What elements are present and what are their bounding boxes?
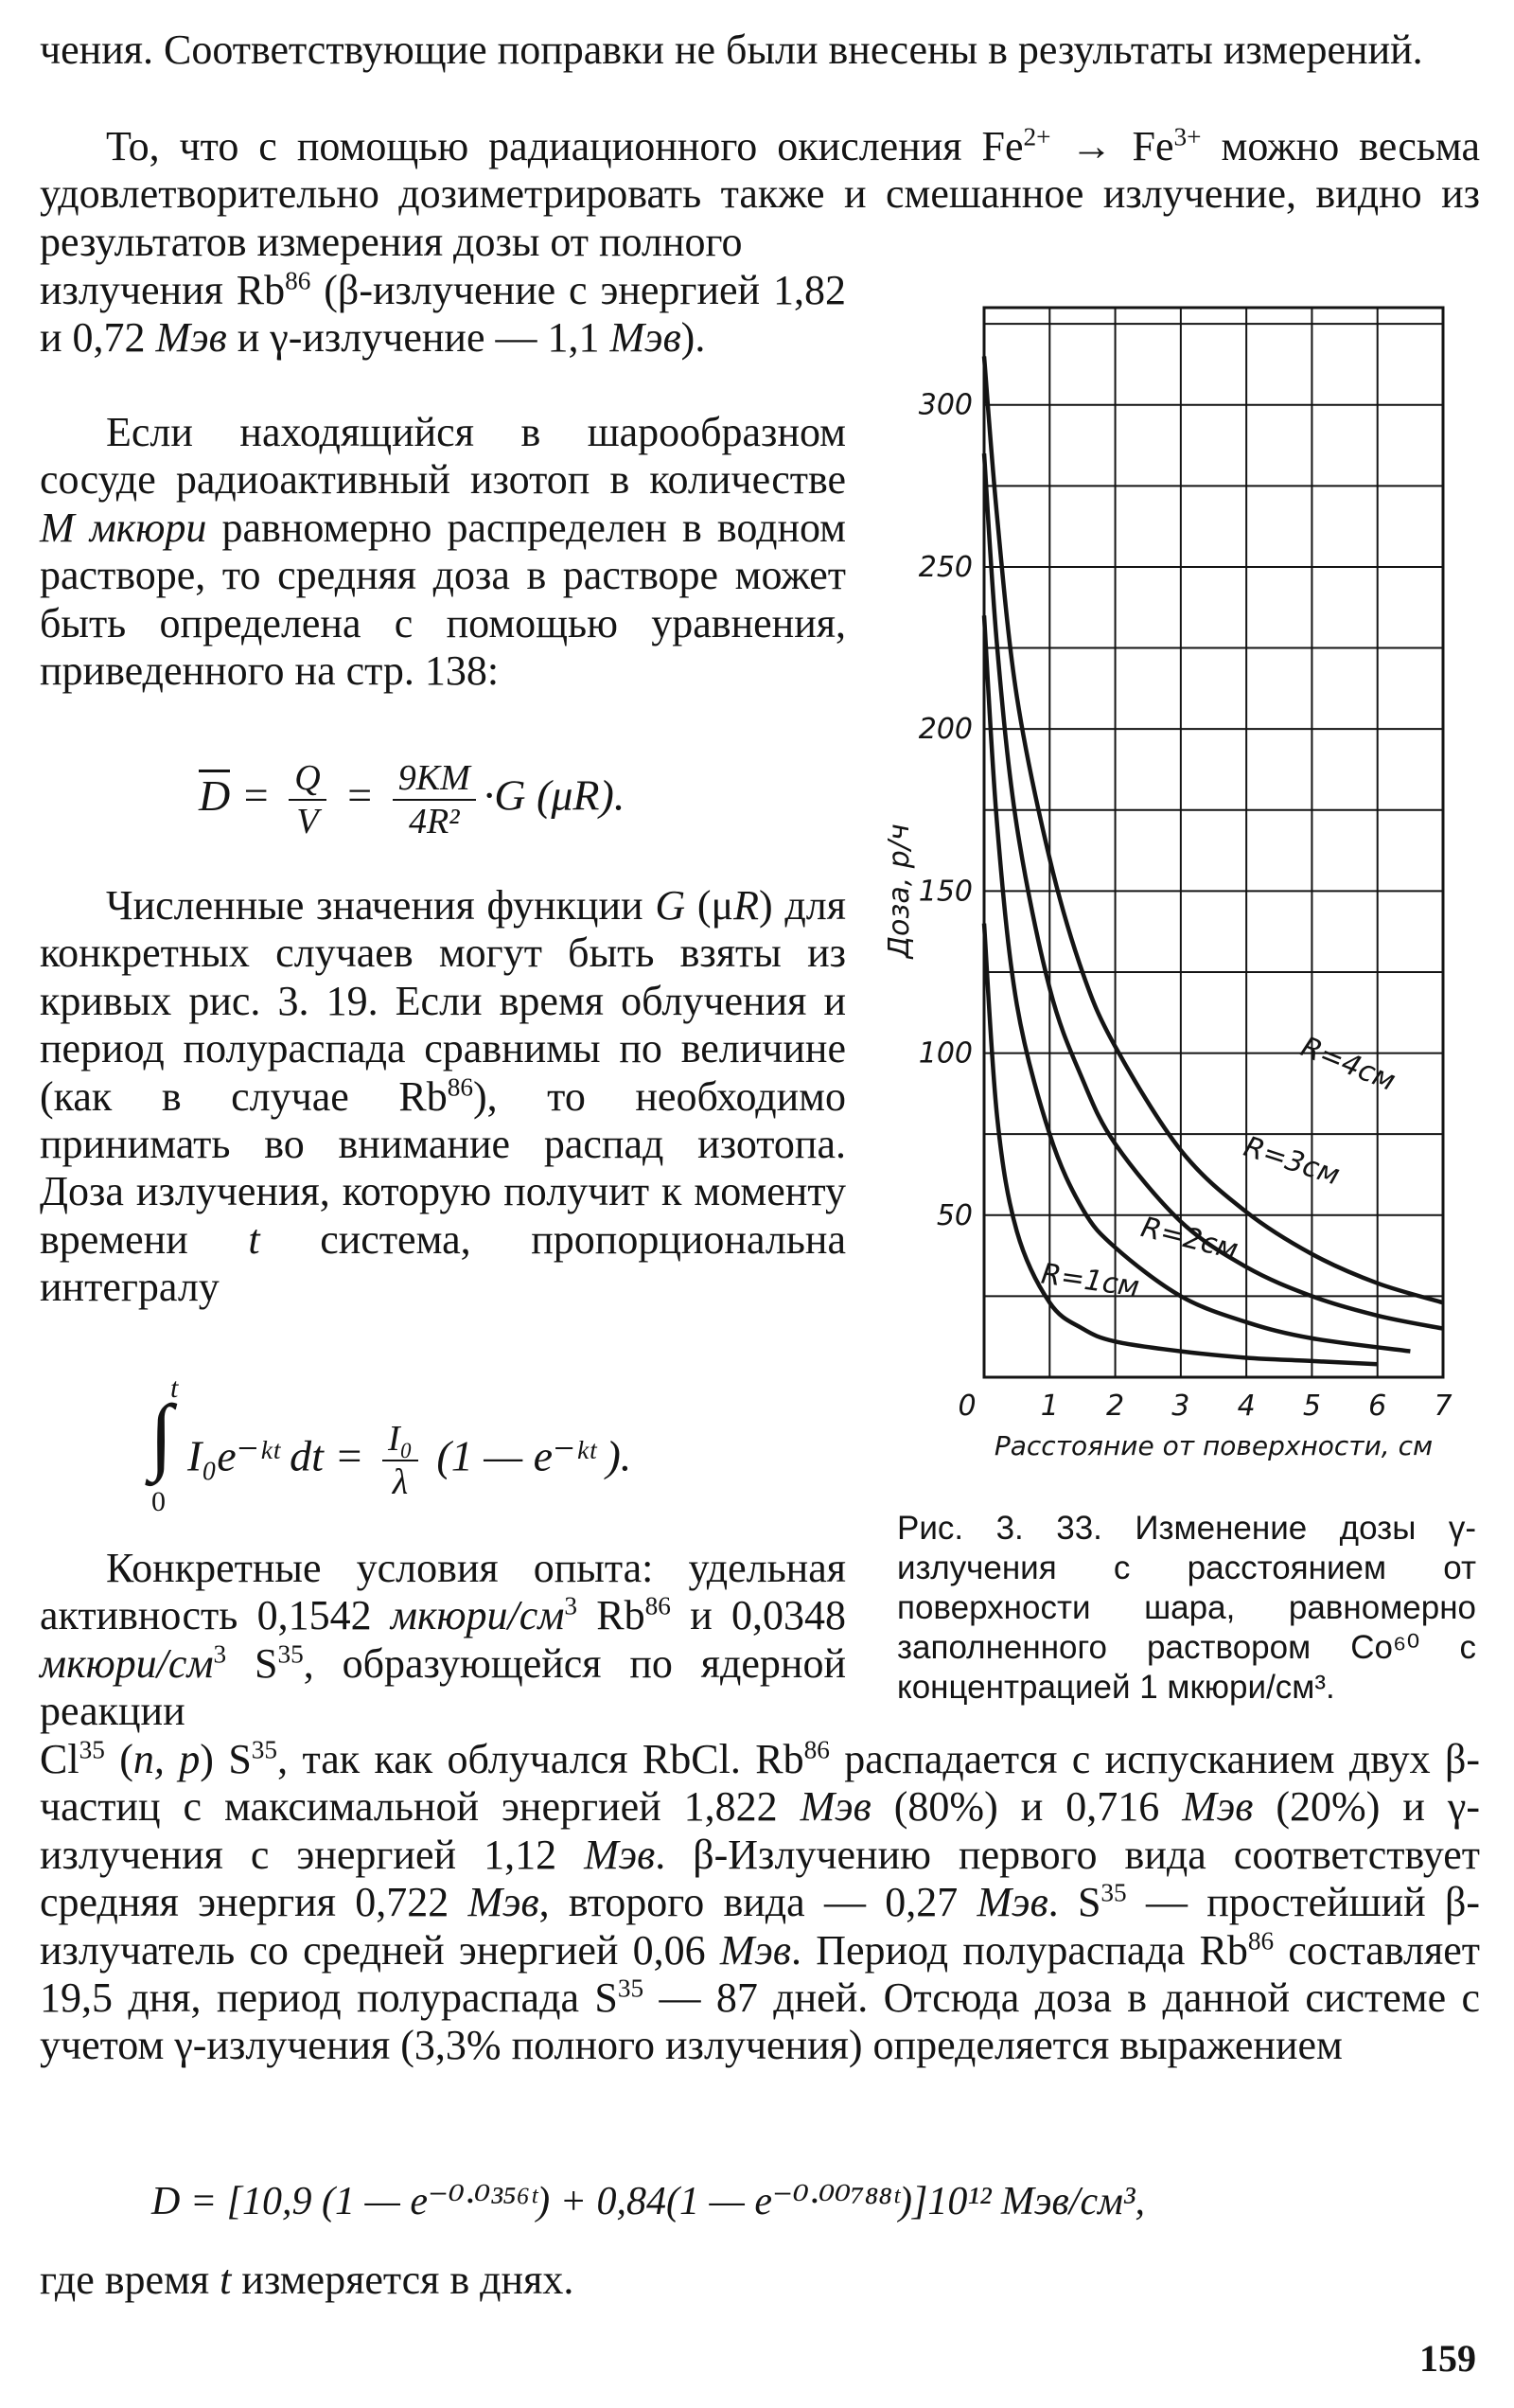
curve-label: R=4см <box>1295 1030 1400 1099</box>
x-axis-label: Расстояние от поверхности, см <box>994 1430 1434 1461</box>
paragraph-5: Численные значения функции G (μR) для конкретных случаев могут быть взяты из кривых рис. 3. 19. Если время облучения и период полураспада сравнимы по величине (как в случае Rb$^{86}$), то необходимо принимать во внимание распад изотопа. Доза излучения, которую получит к моменту времени t система, пропорциональна интегралу <box>40 882 846 1311</box>
x-tick-label: 4 <box>1237 1390 1256 1423</box>
dose-distance-chart <box>866 284 1481 1505</box>
x-tick-label: 5 <box>1302 1390 1321 1423</box>
paragraph-8: где время t измеряется в днях. <box>40 2257 574 2303</box>
curve-r4 <box>984 356 1443 1302</box>
y-tick-label: 250 <box>918 550 973 584</box>
x-tick-label: 7 <box>1434 1390 1452 1423</box>
x-tick-label: 2 <box>1106 1390 1125 1423</box>
x-tick-label: 0 <box>958 1390 977 1423</box>
paragraph-1: чения. Соответствующие поправки не были внесены в результаты измерений. <box>40 27 1423 73</box>
curve-label: R=2см <box>1137 1211 1241 1267</box>
x-tick-label: 6 <box>1368 1390 1387 1423</box>
x-tick-label: 3 <box>1171 1390 1190 1423</box>
paragraph-4: Если находящийся в шарообразном сосуде радиоактивный изотоп в количестве М мкюри равномерно распределен в водном растворе, то средняя доза в растворе может быть определена с помощью уравнения, приведенного на стр. 138: <box>40 409 847 695</box>
curve-label: R=3см <box>1240 1130 1345 1193</box>
paragraph-3: излучения Rb$^{86}$ (β-излучение с энергией 1,82 и 0,72 Мэв и γ-излучение — 1,1 Мэв). <box>40 266 846 362</box>
paragraph-2: То, что с помощью радиационного окисления $Fe^{2+} \to Fe^{3+}$ можно весьма удовлетворительно дозиметрировать также и смешанное излучение, видно из результатов измерения дозы от полного <box>40 122 1480 265</box>
y-tick-label: 200 <box>918 713 973 747</box>
chart-series <box>984 356 1443 1364</box>
chart-grid <box>984 308 1443 1377</box>
y-tick-label: 150 <box>918 875 973 909</box>
paragraph-6: Конкретные условия опыта: удельная активность 0,1542 мкюри/$см^3$ Rb$^{86}$ и 0,0348 мкюри/$см^3$ $S^{35}$, образующейся по ядерной реакции <box>40 1545 847 1735</box>
y-axis-label: Доза, р/ч <box>883 823 916 959</box>
x-tick-label: 1 <box>1040 1390 1059 1423</box>
chart-labels <box>883 389 1452 1461</box>
formula-dose-expression: D = [10,9 (1 — e⁻⁰·⁰³⁵⁶ᵗ) + 0,84(1 — e⁻⁰·⁰⁰⁷⁸⁸ᵗ)]10¹² Мэв/см³, <box>151 2180 1145 2223</box>
figure-caption: Рис. 3. 33. Изменение дозы γ-излучения с расстоянием от поверхности шара, равномерно заполненного раствором Co⁶⁰ с концентрацией 1 мкюри/см³. <box>897 1510 1476 1706</box>
formula-integral: t ∫ 0 I₀e⁻ᵏᵗ dt = $\frac{\text{I₀}}{\lambda}$ (1 — e⁻ᵏᵗ ). <box>150 1372 632 1517</box>
chart-frame <box>984 308 1443 1377</box>
y-tick-label: 100 <box>918 1036 973 1071</box>
paragraph-7: Cl$^{35}$ (n, p) $S^{35}$, так как облучался RbCl. Rb$^{86}$ распадается с испусканием двух β-частиц с максимальной энергией 1,822 Мэв (80%) и 0,716 Мэв (20%) и γ-излучения с энергией 1,12 Мэв. β-Излучению первого вида соответствует средняя энергия 0,722 Мэв, второго вида — 0,27 Мэв. $S^{35}$ — простейший β-излучатель со средней энергией 0,06 Мэв. Период полураспада Rb$^{86}$ составляет 19,5 дня, период полураспада $S^{35}$ — 87 дней. Отсюда доза в данной системе с учетом γ-излучения (3,3% полного излучения) определяется выражением <box>40 1735 1481 2069</box>
page-number: 159 <box>1419 2337 1476 2380</box>
y-tick-label: 50 <box>936 1198 973 1232</box>
curve-label: R=1см <box>1039 1257 1142 1304</box>
formula-average-dose: D = $\frac{Q}{V}$ = $\frac{9KM}{\text{4R²}}$ ·G (μR). <box>199 758 625 841</box>
y-tick-label: 300 <box>918 388 973 422</box>
